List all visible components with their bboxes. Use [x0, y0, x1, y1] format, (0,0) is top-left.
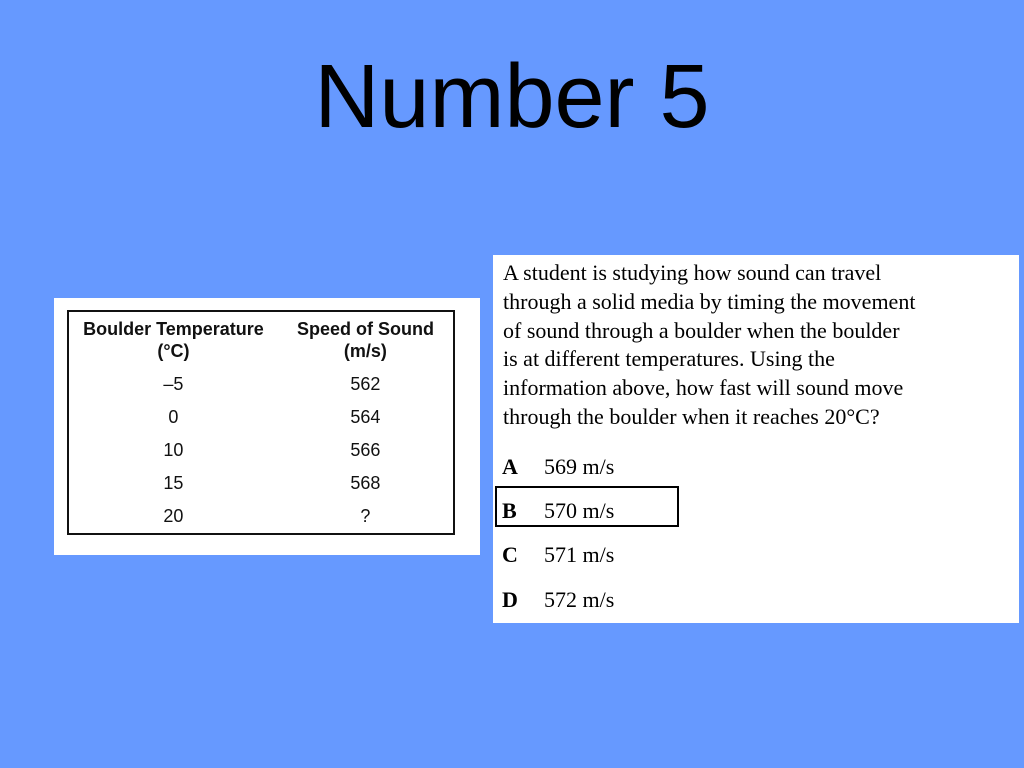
option-text: 571 m/s: [544, 542, 615, 567]
option-letter: C: [502, 542, 518, 567]
question-panel: [493, 255, 1019, 623]
header-speed-of-sound: [278, 311, 454, 368]
header-temperature-line-2: (°C): [157, 341, 190, 361]
question-line: of sound through a boulder when the boulder: [503, 317, 900, 343]
temperature-cell: 15: [163, 473, 184, 493]
option-text: 569 m/s: [544, 454, 615, 479]
header-speed-line-2: (m/s): [343, 341, 387, 361]
temperature-cell: –5: [163, 374, 184, 394]
temperature-cell: 20: [163, 506, 184, 526]
question-line: information above, how fast will sound move: [503, 375, 904, 401]
header-speed-line-1: Speed of Sound: [296, 319, 434, 339]
data-table-panel: [54, 298, 480, 555]
option-text: 572 m/s: [544, 587, 615, 612]
table-row: [68, 401, 454, 434]
question-line: through a solid media by timing the movement: [503, 288, 916, 314]
slide-title: Number 5: [314, 47, 710, 147]
speed-cell: 568: [350, 473, 381, 493]
speed-cell: 562: [350, 374, 381, 394]
temperature-cell: 10: [163, 440, 184, 460]
table-row: [68, 434, 454, 467]
option-letter: D: [502, 587, 518, 612]
speed-cell: 566: [350, 440, 381, 460]
table-header-row: [68, 311, 454, 368]
answer-option-b[interactable]: [502, 496, 614, 526]
answer-option-d[interactable]: [502, 585, 614, 615]
option-letter: A: [502, 454, 518, 479]
header-temperature-line-1: Boulder Temperature: [83, 319, 264, 339]
data-table: [67, 310, 455, 535]
question-line: through the boulder when it reaches 20°C?: [503, 403, 880, 429]
question-line: is at different temperatures. Using the: [503, 346, 835, 372]
table-row: [68, 500, 454, 534]
answer-option-c[interactable]: [502, 540, 614, 570]
speed-cell: 564: [350, 407, 381, 427]
question-text: [503, 259, 1013, 432]
answer-option-a[interactable]: [502, 452, 614, 482]
temperature-cell: 0: [168, 407, 179, 427]
option-letter: B: [502, 498, 517, 523]
question-line: A student is studying how sound can travel: [503, 260, 882, 285]
speed-cell: ?: [360, 506, 371, 526]
table-row: [68, 467, 454, 500]
table-row: [68, 368, 454, 401]
header-boulder-temperature: [68, 311, 278, 368]
option-text: 570 m/s: [544, 498, 615, 523]
